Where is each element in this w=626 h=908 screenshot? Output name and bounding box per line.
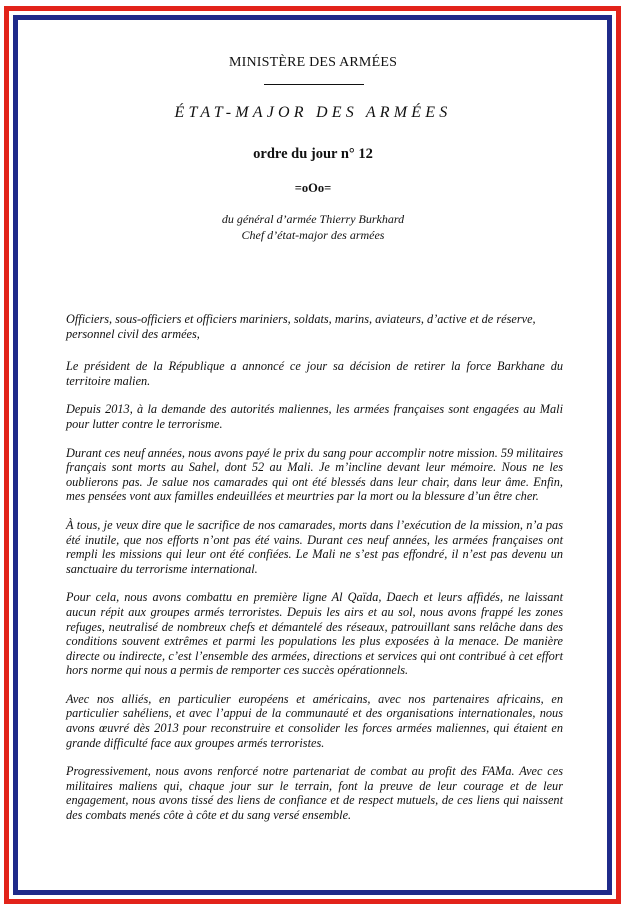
paragraph-7: Progressivement, nous avons renforcé notre partenariat de combat au profit des FAMa. Avec ces militaires maliens qui, chaque jour sur le terrain, font la preuve de leur courage et de leur engagement, nous avons tissé des liens de confiance et de respect mutuels, de ces liens qui naissent des combats menés côte à côte et du sang versé ensemble.	[66, 764, 563, 823]
separator-ornament: =oOo=	[294, 181, 332, 195]
paragraph-4: À tous, je veux dire que le sacrifice de nos camarades, morts dans l’exécution de la mission, n’a pas été inutile, que nos efforts n’ont pas été vains. Durant ces neuf années, les armées françaises ont rempli les missions qui leur ont été confiées. Le Mali ne s’est pas effondré, il n’est pas devenu un sanctuaire du terrorisme international.	[66, 517, 563, 576]
author-name: du général d’armée Thierry Burkhard	[221, 212, 405, 226]
author-block	[0, 211, 626, 243]
paragraph-5: Pour cela, nous avons combattu en première ligne Al Qaïda, Daech et leurs affidés, ne laissant aucun répit aux groupes armés terroristes. Depuis les airs et au sol, nous avons frappé les zones refuges, neutralisé de nombreux chefs et démantelé des réseaux, patrouillant sans relâche dans des conditions souvent extrêmes et parmi les populations les plus exposées à la menace. De manière directe ou indirecte, c’est l’ensemble des armées, directions et services qui ont contribué à cet effort hors norme qui nous a permis de remporter ces succès opérationnels.	[66, 590, 563, 678]
heading-underline	[264, 84, 364, 85]
order-body	[66, 312, 563, 837]
paragraph-6: Avec nos alliés, en particulier européens et américains, avec nos partenaires africains, en particulier sahéliens, et avec l’appui de la communauté et des organisations internationales, nous avons œuvré dès 2013 pour reconstruire et consolider les forces armées maliennes, qui étaient en grande difficulté face aux groupes armés terroristes.	[66, 691, 563, 750]
author-title: Chef d’état-major des armées	[241, 228, 385, 242]
paragraph-1: Le président de la République a annoncé ce jour sa décision de retirer la force Barkhane du territoire malien.	[66, 359, 563, 388]
paragraph-2: Depuis 2013, à la demande des autorités maliennes, les armées françaises sont engagées au Mali pour lutter contre le terrorisme.	[66, 402, 563, 431]
etat-major-heading: ÉTAT-MAJOR DES ARMÉES	[174, 104, 452, 121]
paragraph-3: Durant ces neuf années, nous avons payé le prix du sang pour accomplir notre mission. 59 militaires français sont morts au Sahel, dont 52 au Mali. Je m’incline devant leur mémoire. Nous ne les oublierons pas. Je salue nos camarades qui ont été blessés dans leur chair, dans leur âme. Enfin, mes pensées vont aux familles endeuillées et meurtries par la mort ou la blessure d’un être cher.	[66, 445, 563, 504]
order-title: ordre du jour n° 12	[253, 146, 373, 162]
ministry-heading: MINISTÈRE DES ARMÉES	[228, 55, 398, 70]
address-paragraph: Officiers, sous-officiers et officiers mariniers, soldats, marins, aviateurs, d’active et de réserve, personnel civil des armées,	[66, 312, 536, 341]
